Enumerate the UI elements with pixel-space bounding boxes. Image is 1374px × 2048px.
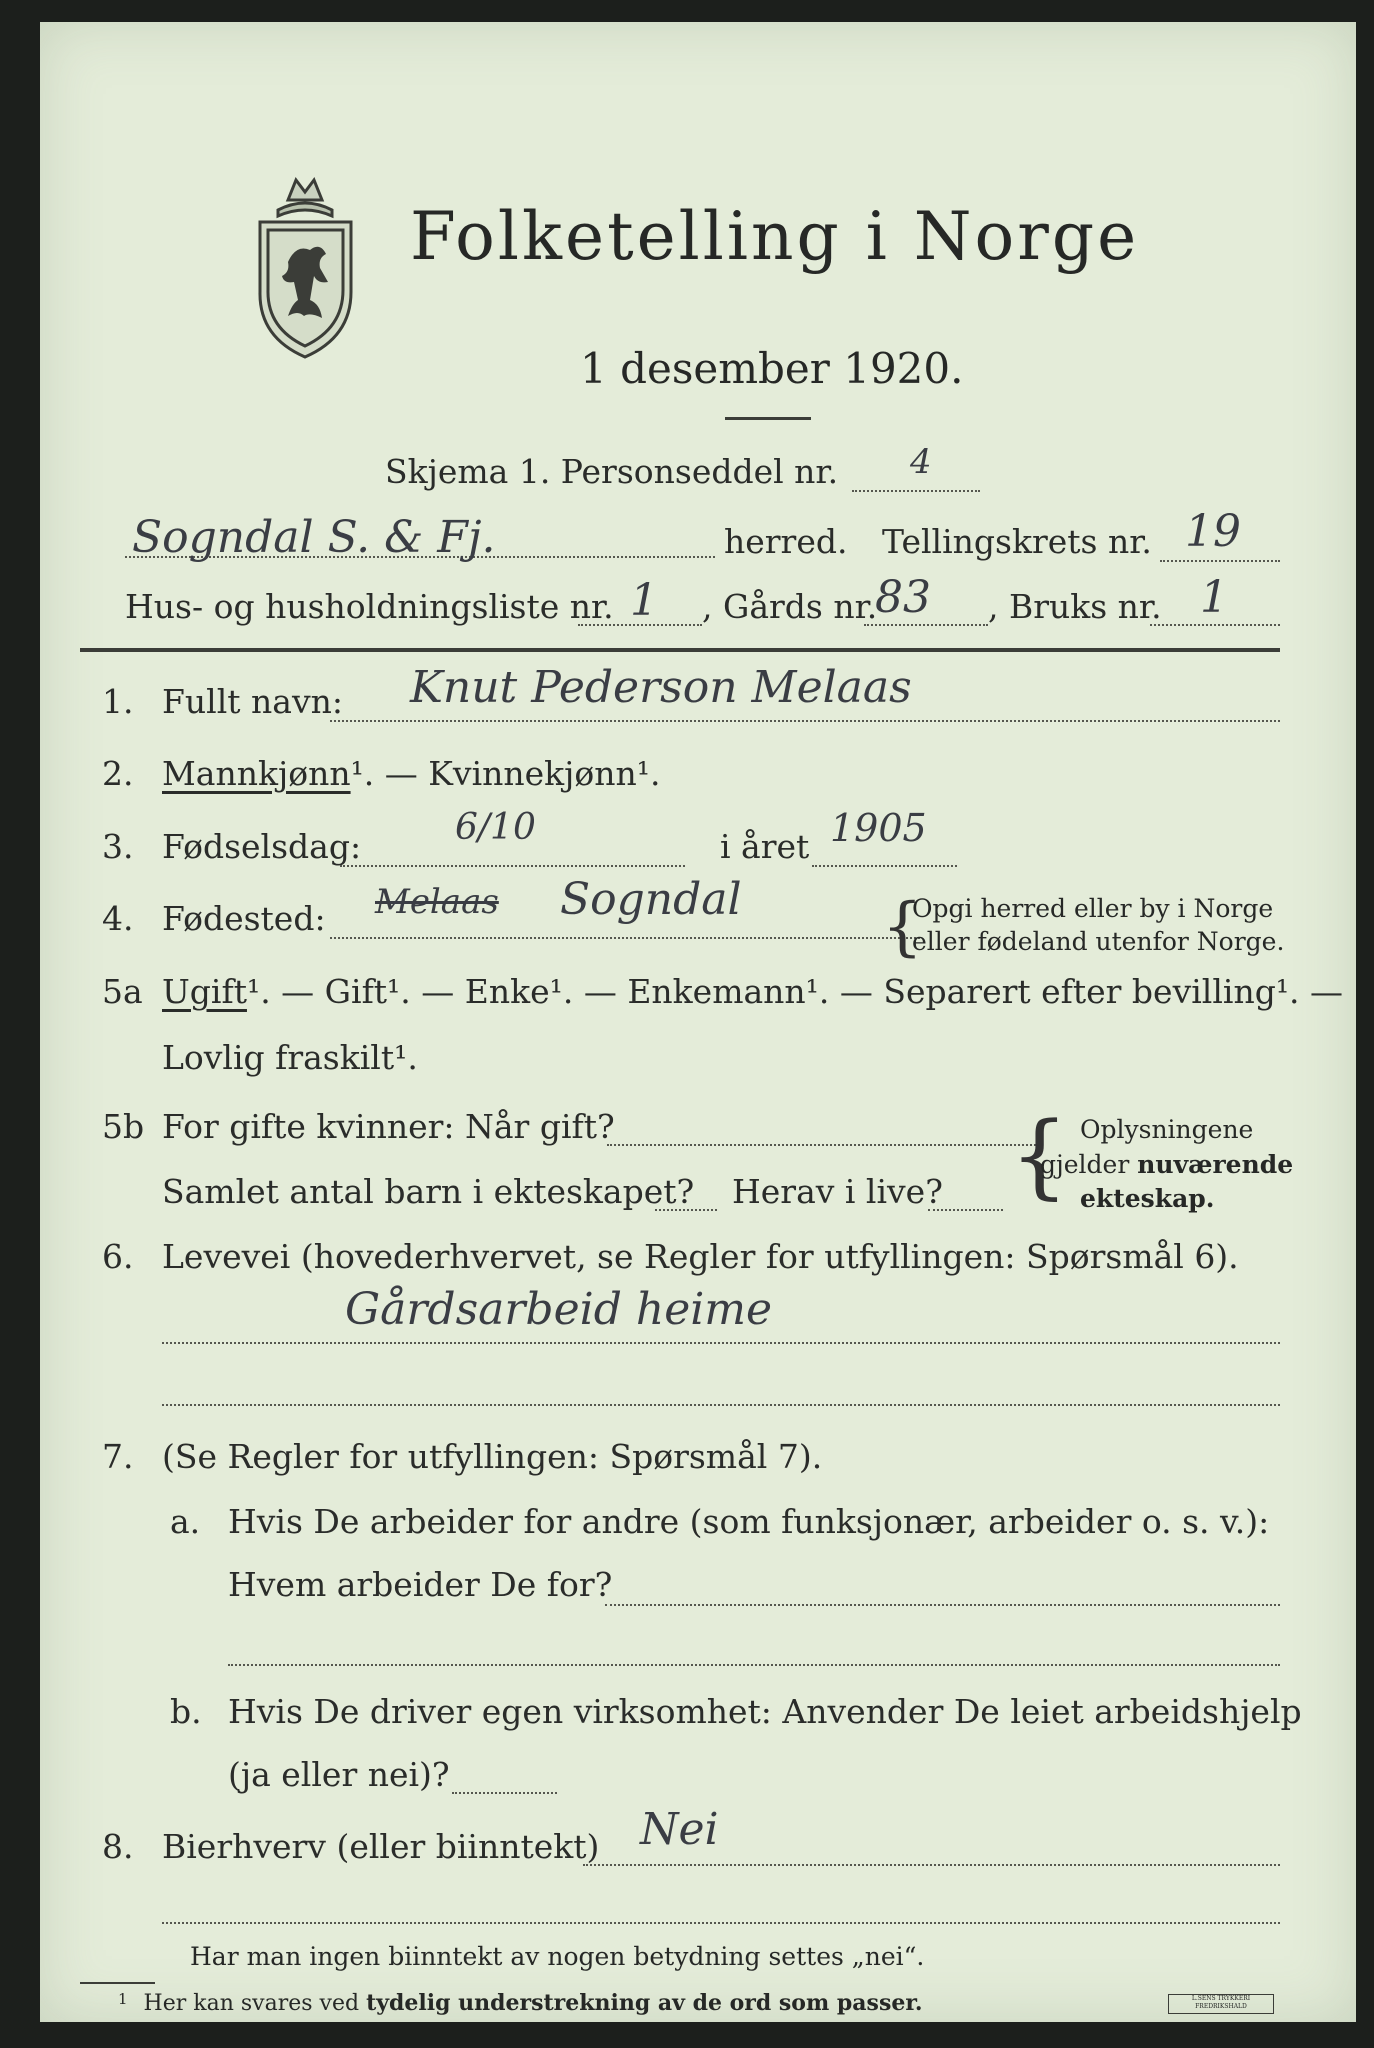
title-divider [725,417,811,420]
q5a-number: 5a [102,972,143,1011]
employer-line-1 [605,1604,1280,1606]
side-income-value[interactable]: Nei [640,1804,719,1855]
side-income-line-1 [583,1864,1280,1866]
q6-number: 6. [102,1237,134,1276]
personseddel-field-line [852,490,980,492]
q4-number: 4. [102,899,134,938]
q8-number: 8. [102,1827,134,1866]
skjema-label: Skjema 1. Personseddel nr. [385,452,839,491]
q1-number: 1. [102,682,134,721]
side-income-line-2 [162,1922,1280,1924]
birthplace-value[interactable]: Sogndal [560,874,742,925]
q5b-note-3: ekteskap. [1080,1184,1215,1213]
income-note: Har man ingen biinntekt av nogen betydning settes „nei“. [190,1942,925,1971]
footnote-text-a: Her kan svares ved [143,1991,367,2016]
occupation-line-2 [162,1404,1280,1406]
q4-brace: { [882,890,923,964]
coat-of-arms-icon [248,172,363,362]
q5b-brace: { [1010,1102,1069,1209]
census-date: 1 desember 1920. [580,344,964,393]
hus-value[interactable]: 1 [630,575,658,626]
q3-number: 3. [102,827,134,866]
year-label: i året [720,827,810,866]
census-form [40,22,1356,2022]
q2-options [162,754,661,793]
occupation-value[interactable]: Gårdsarbeid heime [345,1284,773,1335]
q7a-letter: a. [170,1502,201,1541]
q5b-number: 5b [102,1107,145,1146]
tellingskrets-field-line [1160,560,1280,562]
form-title: Folketelling i Norge [410,198,1140,275]
children-count-line [655,1209,717,1211]
birthday-value[interactable]: 6/10 [455,807,536,848]
q8-label: Bierhverv (eller biinntekt) [162,1827,600,1866]
q3-label: Fødselsdag: [162,827,362,866]
employer-line-2 [228,1664,1280,1666]
q5a-other-options: ¹. — Gift¹. — Enke¹. — Enkemann¹. — Separert efter bevilling¹. — [246,972,1344,1011]
bruks-field-line [1150,624,1280,626]
hired-help-line [452,1792,557,1794]
tellingskrets-label: Tellingskrets nr. [882,522,1152,561]
married-date-line [607,1144,1040,1146]
gards-value[interactable]: 83 [875,572,931,623]
q5b-label-1: For gifte kvinner: Når gift? [162,1107,615,1146]
q5b-note-2b: nuværende [1137,1150,1294,1179]
kvinnekjonn-option[interactable]: Kvinnekjønn¹. [428,754,661,793]
personseddel-value[interactable]: 4 [910,442,932,482]
herred-label: herred. [724,522,848,561]
q7b-letter: b. [170,1692,202,1731]
birthplace-struck: Melaas [375,882,499,922]
q5b-note-1: Oplysningene [1080,1115,1254,1144]
herred-value[interactable]: Sogndal S. & Fj. [132,512,496,563]
children-alive-line [928,1209,1003,1211]
tellingskrets-value[interactable]: 19 [1185,506,1241,557]
q3-field-line [340,865,685,867]
birth-year-value[interactable]: 1905 [830,806,927,850]
q7-label: (Se Regler for utfyllingen: Spørsmål 7). [162,1437,823,1476]
q7-number: 7. [102,1437,134,1476]
footnote [118,1990,923,2016]
mannkjonn-option[interactable]: Mannkjønn [162,754,351,793]
q5b-note-2a: gjelder [1040,1150,1138,1179]
q5a-line-2: Lovlig fraskilt¹. [162,1038,418,1077]
q4-note-2: eller fødeland utenfor Norge. [912,927,1285,956]
q4-note-1: Opgi herred eller by i Norge [912,894,1274,923]
footnote-text-b: tydelig understrekning av de ord som passer. [366,1990,923,2016]
year-field-line [812,865,957,867]
q7b-line-1: Hvis De driver egen virksomhet: Anvender De leiet arbeidshjelp [228,1692,1302,1731]
q2-number: 2. [102,754,134,793]
occupation-line-1 [162,1342,1280,1344]
q7b-line-2: (ja eller nei)? [228,1755,450,1794]
q7a-line-2: Hvem arbeider De for? [228,1565,613,1604]
footnote-rule [80,1982,155,1984]
ugift-option[interactable]: Ugift [162,972,247,1011]
full-name-value[interactable]: Knut Pederson Melaas [410,662,912,713]
q6-label: Levevei (hovederhvervet, se Regler for utfyllingen: Spørsmål 6). [162,1237,1239,1276]
q5a-options [162,972,1343,1011]
q4-label: Fødested: [162,899,326,938]
bruks-label: , Bruks nr. [988,587,1162,626]
q2-separator: ¹. — [350,754,429,793]
q7a-line-1: Hvis De arbeider for andre (som funksjonær, arbeider o. s. v.): [228,1502,1270,1541]
q4-field-line [330,937,920,939]
q5b-label-3: Herav i live? [732,1172,943,1211]
printer-stamp: L.SENS TRYKKERI FREDRIKSHALD [1168,1994,1274,2014]
bruks-value[interactable]: 1 [1200,572,1228,623]
hus-label: Hus- og husholdningsliste nr. [125,587,614,626]
gards-field-line [864,624,988,626]
gards-label: , Gårds nr. [702,587,878,626]
header-rule [80,648,1280,652]
footnote-mark: 1 [118,1990,128,2008]
q1-field-line [330,720,1280,722]
q5b-note-2 [1040,1150,1293,1179]
q1-label: Fullt navn: [162,682,343,721]
q5b-label-2: Samlet antal barn i ekteskapet? [162,1172,695,1211]
